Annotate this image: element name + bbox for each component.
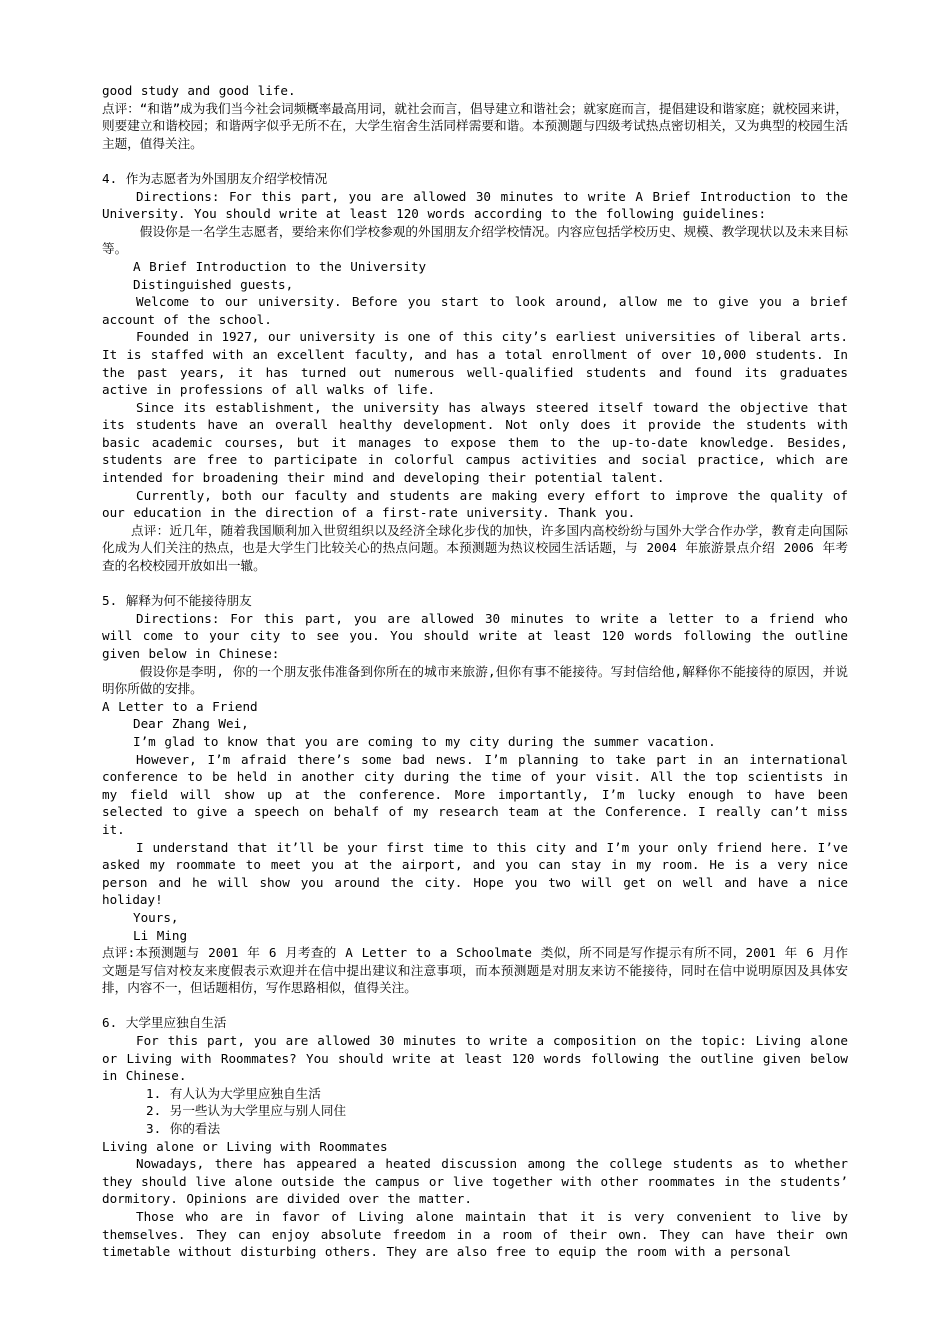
letter-paragraph: I understand that it’ll be your first time to this city and I’m your only friend here. I’ve asked my roommate to meet you at the airport, and you can stay in my room. He is a very nice person and he will show you around the city. Hope you two will get on well and have a nice holiday!: [102, 839, 848, 908]
greeting-4: Distinguished guests,: [133, 276, 294, 292]
essay-paragraph: Currently, both our faculty and students are making every effort to improve the quality of our education in the direction of a first-rate university. Thank you.: [102, 487, 848, 521]
directions-4: Directions: For this part, you are allowed 30 minutes to write A Brief Introduction to the University. You should write at least 120 words according to the following guidelines:: [102, 188, 848, 222]
letter-signature: Li Ming: [133, 927, 188, 943]
section-heading-5: 5. 解释为何不能接待朋友: [102, 593, 252, 609]
section-heading-4: 4. 作为志愿者为外国朋友介绍学校情况: [102, 170, 328, 186]
outline-item: 1. 有人认为大学里应独自生活: [146, 1085, 321, 1101]
essay-paragraph: Those who are in favor of Living alone maintain that it is very convenient to live by themselves. They can enjoy absolute freedom in a room of their own. They can have their own timetable without disturbing others. They are also free to equip the room with a personal: [102, 1209, 848, 1260]
comment-paragraph: 点评:本预测题与 2001 年 6 月考查的 A Letter to a Schoolmate 类似，所不同是写作提示有所不同，2001 年 6 月作文题是写信对校友来度假表示欢迎并在信中提出建议和注意事项，而本预测题是对朋友来访不能接待，同时在信中说明原因及具体安排，内容不一，但话题相仿，写作思路相似，值得关注。: [102, 945, 848, 996]
text-line: good study and good life.: [102, 83, 296, 98]
directions-6: For this part, you are allowed 30 minutes to write a composition on the topic: Living alone or Living with Roommates? You should write at least 120 words following the outline given below in Chinese.: [102, 1033, 848, 1084]
essay-title-4: A Brief Introduction to the University: [133, 258, 427, 274]
outline-item: 2. 另一些认为大学里应与别人同住: [146, 1103, 347, 1119]
letter-closing: Yours,: [133, 909, 179, 925]
directions-5: Directions: For this part, you are allowed 30 minutes to write a letter to a friend who will come to your city to see you. You should write at least 120 words following the outline given below in Chinese:: [102, 610, 848, 661]
section-heading-6: 6. 大学里应独自生活: [102, 1015, 227, 1031]
letter-paragraph: I’m glad to know that you are coming to my city during the summer vacation.: [133, 733, 716, 749]
outline-item: 3. 你的看法: [146, 1121, 221, 1137]
essay-paragraph: Nowadays, there has appeared a heated discussion among the college students as to whether they should live alone outside the campus or live together with other roommates in the students’ dormitory. Opinions are divided over the matter.: [102, 1156, 848, 1207]
chinese-prompt-5: 假设你是李明, 你的一个朋友张伟准备到你所在的城市来旅游,但你有事不能接待。写封信给他,解释你不能接待的原因，并说明你所做的安排。: [102, 663, 848, 697]
letter-title-5: A Letter to a Friend: [102, 698, 258, 714]
document-page: [102, 82, 848, 1261]
essay-paragraph: Founded in 1927, our university is one of this city’s earliest universities of liberal arts. It is staffed with an excellent faculty, and has a total enrollment of over 10,000 students. In the past years, it has turned out numerous well-qualified students and found its graduates active in professions of all walks of life.: [102, 329, 848, 398]
comment-paragraph: 点评：近几年，随着我国顺利加入世贸组织以及经济全球化步伐的加快，许多国内高校纷纷与国外大学合作办学，教育走向国际化成为人们关注的热点，也是大学生门比较关心的热点问题。本预测题为热议校园生活话题，与 2004 年旅游景点介绍 2006 年考查的名校校园开放如出一辙。: [102, 522, 848, 574]
essay-paragraph: Welcome to our university. Before you start to look around, allow me to give you a brief account of the school.: [102, 294, 848, 327]
chinese-prompt-4: 假设你是一名学生志愿者，要给来你们学校参观的外国朋友介绍学校情况。内容应包括学校历史、规模、教学现状以及未来目标等。: [102, 223, 848, 257]
essay-title-6: Living alone or Living with Roommates: [102, 1138, 388, 1154]
letter-paragraph: However, I’m afraid there’s some bad news. I’m planning to take part in an international conference to be held in another city during the time of your visit. All the top scientists in my field will show up at the conference. More importantly, I’m lucky enough to have been selected to give a speech on behalf of my research team at the Conference. I really can’t miss it.: [102, 751, 848, 837]
letter-greeting-5: Dear Zhang Wei,: [133, 716, 249, 732]
essay-paragraph: Since its establishment, the university has always steered itself toward the objective that its students have an overall healthy development. Not only does it provide the students with basic academic courses, but it manages to expose them to the up-to-date knowledge. Besides, students are free to participate in colorful campus activities and social practice, which are intended for broadening their mind and developing their potential talent.: [102, 399, 848, 486]
comment-paragraph: 点评：“和谐”成为我们当今社会词频概率最高用词，就社会而言，倡导建立和谐社会；就家庭而言，提倡建设和谐家庭；就校园来讲，则要建立和谐校园；和谐两字似乎无所不在，大学生宿舍生活同样需要和谐。本预测题与四级考试热点密切相关，又为典型的校园生活主题，值得关注。: [102, 100, 848, 151]
